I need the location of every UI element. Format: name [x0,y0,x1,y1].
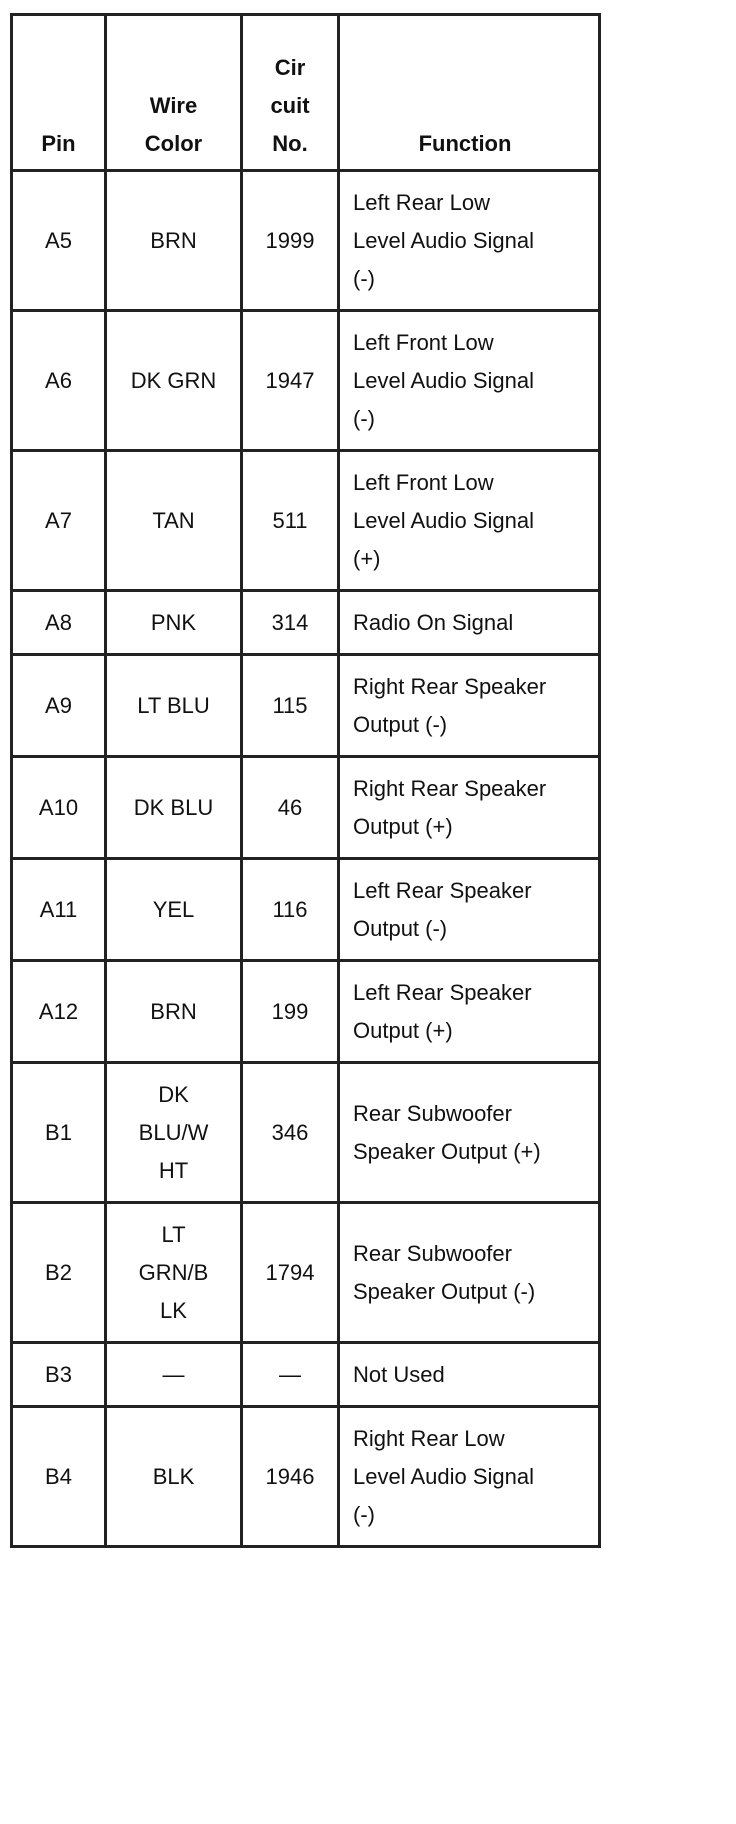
pin-cell: A12 [12,961,106,1063]
function-line: Left Rear Speaker [353,877,532,903]
function-line: Speaker Output (-) [353,1278,536,1304]
table-row [12,451,600,591]
wire-color-line: TAN [152,507,195,533]
pin-cell: A5 [12,171,106,311]
circuit-no-cell: 511 [242,451,339,591]
wire-color-line: LT [161,1221,186,1247]
wire-color-line: DK BLU [133,794,214,820]
wire-color-line: DK [158,1081,189,1107]
table-row [12,171,600,311]
header-function [339,15,600,171]
wire-color-cell [106,1407,242,1547]
function-line: (-) [353,265,375,291]
table-row [12,311,600,451]
wire-color-line: BLK [152,1463,195,1489]
wire-color-cell [106,859,242,961]
wire-color-line: LK [160,1297,187,1323]
table-row [12,1343,600,1407]
wire-color-line: BLU/W [138,1119,209,1145]
function-line: Output (+) [353,813,453,839]
table-row [12,859,600,961]
header-pin-label: Pin [41,131,76,156]
wire-color-cell [106,1063,242,1203]
function-line: Left Rear Low [353,189,490,215]
function-line: (-) [353,405,375,431]
function-line: Rear Subwoofer [353,1100,512,1126]
wire-color-line: BRN [150,227,197,253]
function-line: Right Rear Speaker [353,673,547,699]
wire-color-line: YEL [152,896,195,922]
circuit-no-cell: 314 [242,591,339,655]
wire-color-cell [106,311,242,451]
circuit-no-cell: 1999 [242,171,339,311]
function-cell [339,1407,600,1547]
circuit-no-cell: 1946 [242,1407,339,1547]
wire-color-cell [106,591,242,655]
table-row [12,1063,600,1203]
function-cell [339,591,600,655]
header-circuit-line: Cir [274,55,306,80]
function-line: Left Front Low [353,469,494,495]
circuit-no-cell: 116 [242,859,339,961]
function-cell [339,757,600,859]
table-row [12,961,600,1063]
function-cell [339,171,600,311]
circuit-no-cell: 115 [242,655,339,757]
function-line: Right Rear Speaker [353,775,547,801]
pin-cell: A10 [12,757,106,859]
function-line: Level Audio Signal [353,227,535,253]
circuit-no-cell: 1794 [242,1203,339,1343]
wire-color-line: HT [158,1157,189,1183]
wire-color-line: LT BLU [137,692,210,718]
pin-cell: B1 [12,1063,106,1203]
function-cell [339,1063,600,1203]
function-line: Level Audio Signal [353,367,535,393]
table-body [12,171,600,1547]
function-cell [339,1343,600,1407]
circuit-no-cell: 46 [242,757,339,859]
function-line: Level Audio Signal [353,1463,535,1489]
header-wire-color [106,15,242,171]
function-line: Output (+) [353,1017,453,1043]
function-line: Level Audio Signal [353,507,535,533]
header-row [12,15,600,171]
wire-color-cell [106,451,242,591]
table-row [12,1203,600,1343]
function-line: Left Rear Speaker [353,979,532,1005]
function-line: Not Used [353,1361,445,1387]
function-line: (+) [353,545,381,571]
wire-color-line: GRN/B [138,1259,209,1285]
function-line: Left Front Low [353,329,494,355]
function-cell [339,1203,600,1343]
header-wire-color-line: Wire [149,93,198,118]
circuit-no-cell: 199 [242,961,339,1063]
header-pin [12,15,106,171]
table-row [12,591,600,655]
function-cell [339,961,600,1063]
function-line: Rear Subwoofer [353,1240,512,1266]
pin-cell: A9 [12,655,106,757]
wire-color-cell [106,1343,242,1407]
wire-color-line: DK GRN [130,367,217,393]
wire-color-cell [106,961,242,1063]
header-function-label: Function [418,131,512,156]
header-wire-color-line: Color [144,131,203,156]
wire-color-line: PNK [150,609,197,635]
table-row [12,1407,600,1547]
wire-color-line: — [162,1361,185,1387]
wire-color-cell [106,1203,242,1343]
wire-color-line: BRN [150,998,197,1024]
pin-cell: A7 [12,451,106,591]
function-line: Radio On Signal [353,609,514,635]
pin-cell: A6 [12,311,106,451]
circuit-no-cell: 1947 [242,311,339,451]
function-line: Output (-) [353,711,448,737]
circuit-no-cell: — [242,1343,339,1407]
pin-cell: B2 [12,1203,106,1343]
function-line: (-) [353,1501,375,1527]
pin-cell: B4 [12,1407,106,1547]
table-row [12,655,600,757]
header-circuit-no [242,15,339,171]
function-line: Speaker Output (+) [353,1138,541,1164]
connector-pinout-table [10,13,601,1548]
pin-cell: B3 [12,1343,106,1407]
table-row [12,757,600,859]
function-cell [339,451,600,591]
wire-color-cell [106,757,242,859]
pin-cell: A8 [12,591,106,655]
header-circuit-line: cuit [270,93,310,118]
header-circuit-line: No. [272,131,308,156]
wire-color-cell [106,655,242,757]
function-cell [339,311,600,451]
function-cell [339,655,600,757]
wire-color-cell [106,171,242,311]
function-line: Output (-) [353,915,448,941]
pin-cell: A11 [12,859,106,961]
function-line: Right Rear Low [353,1425,505,1451]
function-cell [339,859,600,961]
circuit-no-cell: 346 [242,1063,339,1203]
